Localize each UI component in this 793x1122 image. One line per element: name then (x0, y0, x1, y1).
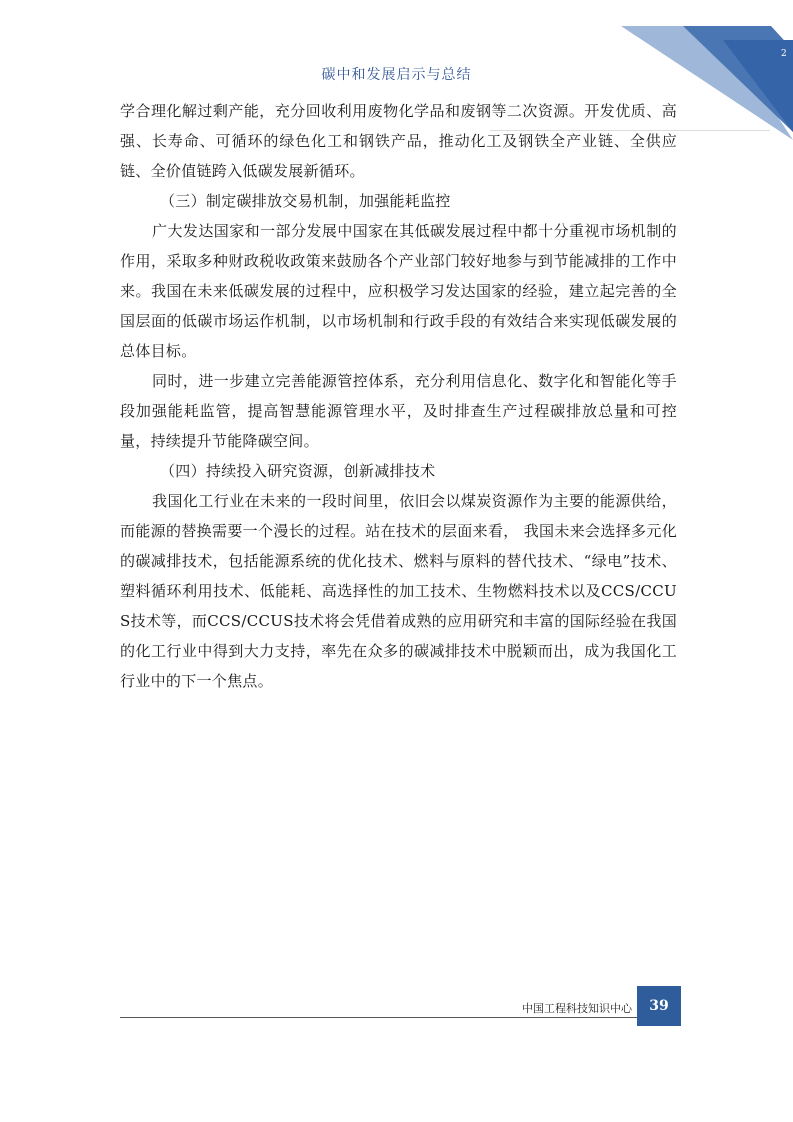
paragraph: 广大发达国家和一部分发展中国家在其低碳发展过程中都十分重视市场机制的作用，采取多种财政税收政策来鼓励各个产业部门较好地参与到节能减排的工作中来。我国在未来低碳发展的过程中，应积极学习发达国家的经验，建立起完善的全国层面的低碳市场运作机制，以市场机制和行政手段的有效结合来实现低碳发展的总体目标。 (120, 222, 677, 360)
running-header: 碳中和发展启示与总结 (321, 67, 472, 83)
paragraph: 同时，进一步建立完善能源管控体系，充分利用信息化、数字化和智能化等手段加强能耗监管，提高智慧能源管理水平，及时排查生产过程碳排放总量和可控量，持续提升节能降碳空间。 (120, 372, 677, 450)
page-number: 39 (637, 986, 681, 1026)
footer-rule (120, 1017, 680, 1018)
paragraph-continuation: 学合理化解过剩产能，充分回收利用废物化学品和废钢等二次资源。开发优质、高强、长寿命、可循环的绿色化工和钢铁产品，推动化工及钢铁全产业链、全供应链、全价值链跨入低碳发展新循环。 (120, 102, 677, 180)
corner-mark: 2 (781, 49, 787, 59)
section-heading-3: （三）制定碳排放交易机制，加强能耗监控 (160, 192, 451, 210)
paragraph: 我国化工行业在未来的一段时间里，依旧会以煤炭资源作为主要的能源供给，而能源的替换需要一个漫长的过程。站在技术的层面来看， 我国未来会选择多元化的碳减排技术，包括能源系统的优化技术、燃料与原料的替代技术、“绿电”技术、塑料循环利用技术、低能耗、高选择性的加工技术、生物燃料技术以及CCS/CCUS技术等，而CCS/CCUS技术将会凭借着成熟的应用研究和丰富的国际经验在我国的化工行业中得到大力支持，率先在众多的碳减排技术中脱颖而出，成为我国化工行业中的下一个焦点。 (120, 492, 677, 690)
body-text (120, 96, 677, 696)
section-heading-4: （四）持续投入研究资源，创新减排技术 (160, 462, 436, 480)
footer-organization: 中国工程科技知识中心 (522, 1002, 632, 1015)
